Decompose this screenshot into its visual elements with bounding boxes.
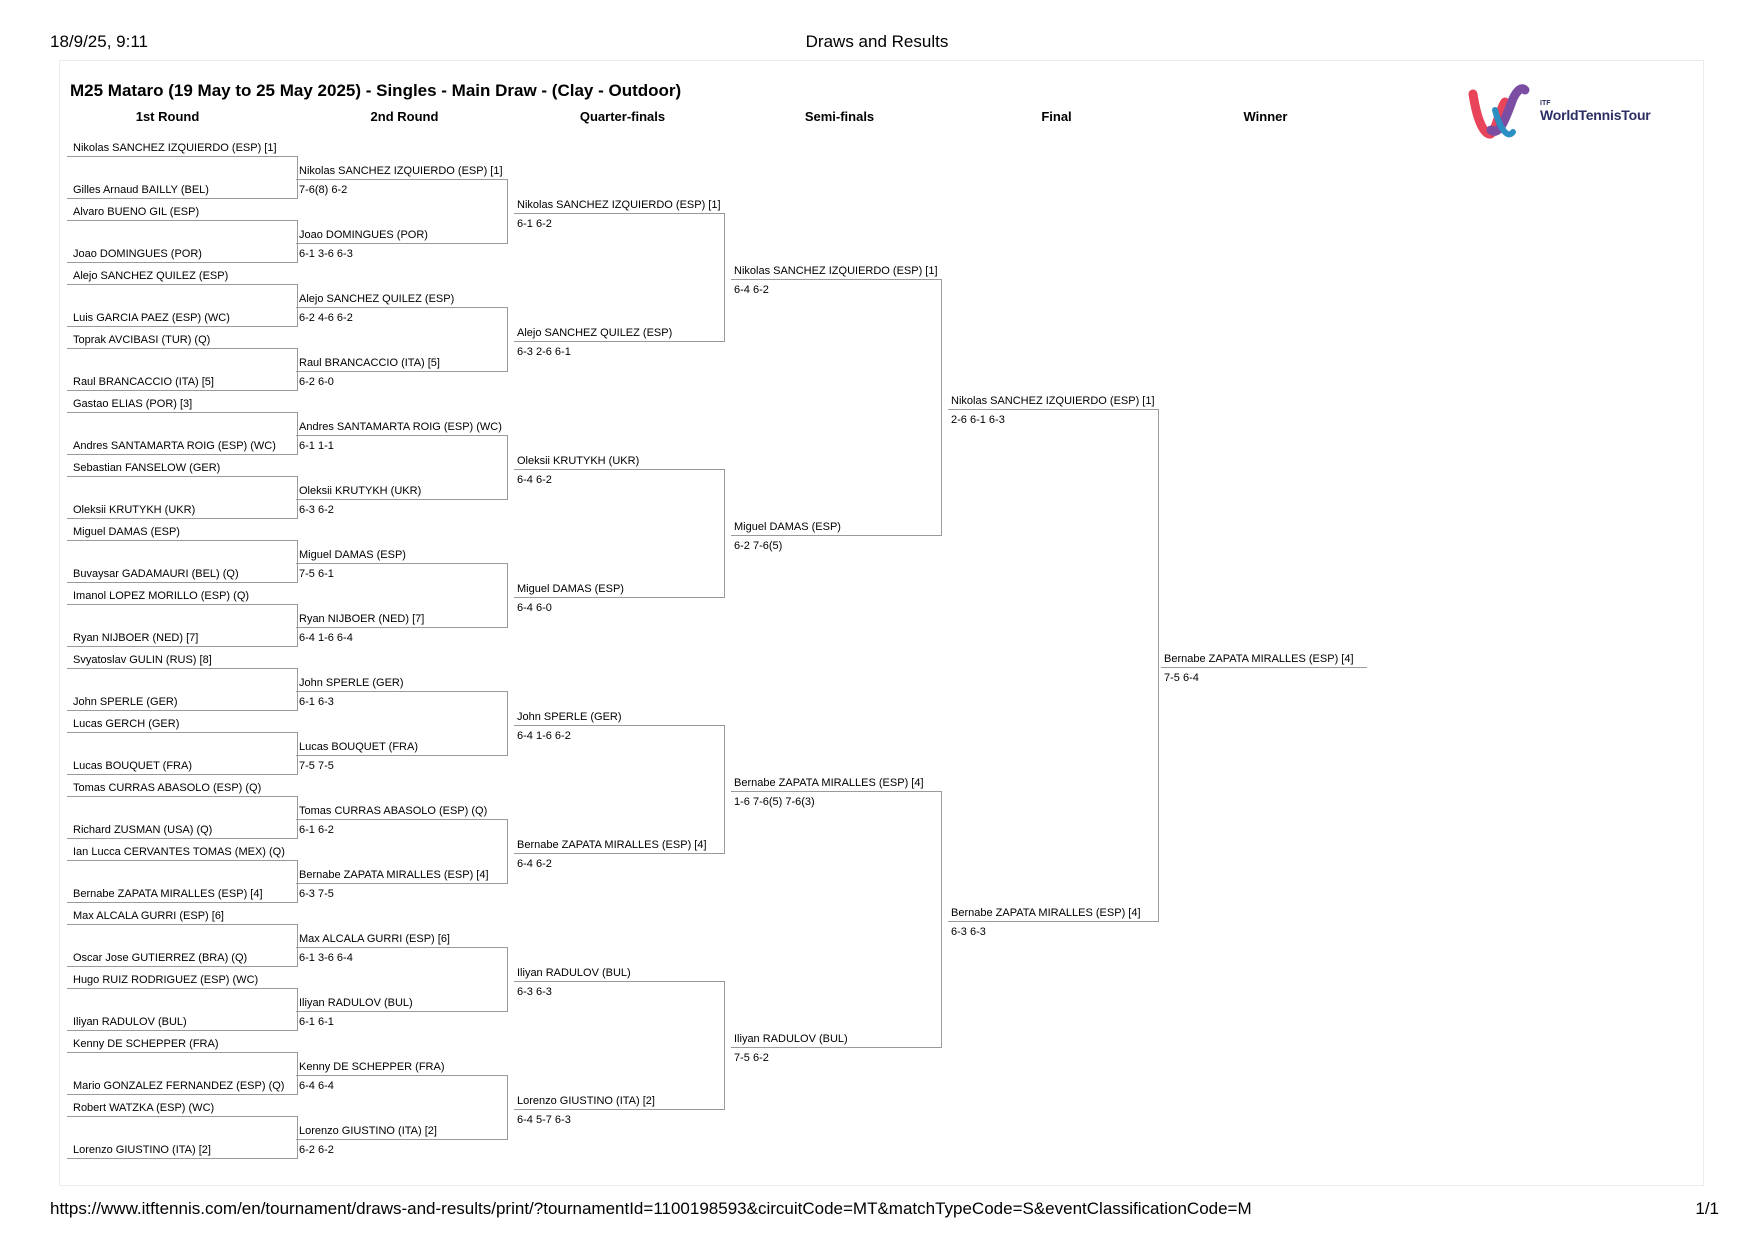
round1-line (67, 902, 297, 903)
round2-player: Andres SANTAMARTA ROIG (ESP) (WC) (299, 421, 502, 433)
round2-player: Raul BRANCACCIO (ITA) [5] (299, 357, 440, 369)
round2-player: Lucas BOUQUET (FRA) (299, 741, 418, 753)
round1-connector (297, 796, 298, 839)
winner-score: 7-5 6-4 (1164, 672, 1199, 684)
semifinals-line (731, 791, 941, 792)
round1-line (67, 540, 297, 541)
semifinals-score: 7-5 6-2 (734, 1052, 769, 1064)
round2-score: 6-1 1-1 (299, 440, 334, 452)
round1-line (67, 924, 297, 925)
round2-score: 6-3 7-5 (299, 888, 334, 900)
round1-player: Raul BRANCACCIO (ITA) [5] (73, 376, 214, 388)
round2-line (296, 563, 507, 564)
round2-player: Max ALCALA GURRI (ESP) [6] (299, 933, 450, 945)
quarterfinals-line (514, 469, 724, 470)
round1-line (67, 774, 297, 775)
print-page-number: 1/1 (1695, 1199, 1719, 1218)
round1-player: Kenny DE SCHEPPER (FRA) (73, 1038, 219, 1050)
round1-line (67, 1030, 297, 1031)
round2-score: 6-4 1-6 6-4 (299, 632, 353, 644)
round2-player: John SPERLE (GER) (299, 677, 404, 689)
round1-player: Miguel DAMAS (ESP) (73, 526, 180, 538)
round1-player: Oleksii KRUTYKH (UKR) (73, 504, 196, 516)
quarterfinals-line (514, 213, 724, 214)
quarterfinals-line (514, 725, 724, 726)
round1-line (67, 732, 297, 733)
round1-player: Gastao ELIAS (POR) [3] (73, 398, 193, 410)
round2-score: 7-5 7-5 (299, 760, 334, 772)
winner-player: Bernabe ZAPATA MIRALLES (ESP) [4] (1164, 653, 1354, 665)
quarterfinals-score: 6-4 6-0 (517, 602, 552, 614)
round-header-quarter-finals: Quarter-finals (579, 109, 666, 124)
round2-player: Lorenzo GIUSTINO (ITA) [2] (299, 1125, 437, 1137)
round1-line (67, 1116, 297, 1117)
round1-player: Joao DOMINGUES (POR) (73, 248, 202, 260)
round1-player: Bernabe ZAPATA MIRALLES (ESP) [4] (73, 888, 263, 900)
round1-player: Buvaysar GADAMAURI (BEL) (Q) (73, 568, 239, 580)
round2-score: 6-1 6-1 (299, 1016, 334, 1028)
round1-player: Lucas BOUQUET (FRA) (73, 760, 192, 772)
round1-line (67, 412, 297, 413)
quarterfinals-line (514, 1109, 724, 1110)
round2-line (296, 371, 507, 372)
round1-connector (297, 540, 298, 583)
round1-line (67, 326, 297, 327)
round1-line (67, 348, 297, 349)
round-header-final: Final (1041, 109, 1072, 124)
round2-line (296, 627, 507, 628)
round1-line (67, 838, 297, 839)
round2-connector (507, 435, 508, 500)
round1-player: Alvaro BUENO GIL (ESP) (73, 206, 200, 218)
quarterfinals-player: Miguel DAMAS (ESP) (517, 583, 624, 595)
round1-line (67, 454, 297, 455)
print-url: https://www.itftennis.com/en/tournament/draws-and-results/print/?tournamentId=1100198593&circuitCode=MT&matchTypeCode=S&eventClassificationCode=M (50, 1199, 1252, 1218)
round1-player: Sebastian FANSELOW (GER) (73, 462, 221, 474)
quarterfinals-player: Alejo SANCHEZ QUILEZ (ESP) (517, 327, 673, 339)
quarterfinals-connector (724, 725, 725, 854)
round1-line (67, 796, 297, 797)
round2-player: Kenny DE SCHEPPER (FRA) (299, 1061, 445, 1073)
round1-line (67, 156, 297, 157)
round1-line (67, 476, 297, 477)
round1-connector (297, 860, 298, 903)
round2-score: 6-1 6-3 (299, 696, 334, 708)
print-datetime: 18/9/25, 9:11 (50, 32, 148, 51)
round1-line (67, 604, 297, 605)
round2-player: Joao DOMINGUES (POR) (299, 229, 428, 241)
quarterfinals-player: John SPERLE (GER) (517, 711, 622, 723)
round1-connector (297, 988, 298, 1031)
round1-player: John SPERLE (GER) (73, 696, 178, 708)
round1-player: Iliyan RADULOV (BUL) (73, 1016, 187, 1028)
round1-connector (297, 732, 298, 775)
final-line (948, 409, 1158, 410)
round2-score: 6-3 6-2 (299, 504, 334, 516)
round1-line (67, 1158, 297, 1159)
quarterfinals-player: Oleksii KRUTYKH (UKR) (517, 455, 640, 467)
round1-line (67, 1094, 297, 1095)
round1-player: Andres SANTAMARTA ROIG (ESP) (WC) (73, 440, 276, 452)
semifinals-player: Nikolas SANCHEZ IZQUIERDO (ESP) [1] (734, 265, 938, 277)
round2-score: 6-1 3-6 6-3 (299, 248, 353, 260)
round1-player: Ian Lucca CERVANTES TOMAS (MEX) (Q) (73, 846, 285, 858)
semifinals-score: 6-4 6-2 (734, 284, 769, 296)
round1-line (67, 390, 297, 391)
round2-player: Miguel DAMAS (ESP) (299, 549, 406, 561)
round2-line (296, 307, 507, 308)
round2-line (296, 1139, 507, 1140)
round1-player: Max ALCALA GURRI (ESP) [6] (73, 910, 224, 922)
round1-line (67, 582, 297, 583)
final-score: 2-6 6-1 6-3 (951, 414, 1005, 426)
round2-connector (507, 307, 508, 372)
semifinals-score: 1-6 7-6(5) 7-6(3) (734, 796, 815, 808)
round2-connector (507, 947, 508, 1012)
round1-player: Nikolas SANCHEZ IZQUIERDO (ESP) [1] (73, 142, 277, 154)
round2-connector (507, 563, 508, 628)
round2-player: Alejo SANCHEZ QUILEZ (ESP) (299, 293, 455, 305)
round1-line (67, 262, 297, 263)
logo-itf-label: ITF (1540, 100, 1551, 107)
round2-line (296, 243, 507, 244)
quarterfinals-score: 6-4 1-6 6-2 (517, 730, 571, 742)
round1-connector (297, 1052, 298, 1095)
round2-connector (507, 179, 508, 244)
round1-line (67, 668, 297, 669)
quarterfinals-connector (724, 213, 725, 342)
round1-player: Gilles Arnaud BAILLY (BEL) (73, 184, 209, 196)
quarterfinals-line (514, 853, 724, 854)
round2-connector (507, 691, 508, 756)
round2-score: 7-6(8) 6-2 (299, 184, 348, 196)
quarterfinals-connector (724, 469, 725, 598)
semifinals-connector (941, 791, 942, 1048)
round2-score: 6-2 6-2 (299, 1144, 334, 1156)
round1-player: Lorenzo GIUSTINO (ITA) [2] (73, 1144, 211, 1156)
quarterfinals-line (514, 981, 724, 982)
round1-player: Imanol LOPEZ MORILLO (ESP) (Q) (73, 590, 250, 602)
semifinals-player: Iliyan RADULOV (BUL) (734, 1033, 848, 1045)
round2-line (296, 883, 507, 884)
round1-connector (297, 604, 298, 647)
round2-player: Iliyan RADULOV (BUL) (299, 997, 413, 1009)
quarterfinals-score: 6-4 5-7 6-3 (517, 1114, 571, 1126)
round2-line (296, 819, 507, 820)
round2-line (296, 691, 507, 692)
round1-connector (297, 1116, 298, 1159)
round1-line (67, 646, 297, 647)
round1-line (67, 988, 297, 989)
logo-wordmark: WorldTennisTour (1540, 107, 1651, 123)
round1-line (67, 710, 297, 711)
round2-score: 6-2 6-0 (299, 376, 334, 388)
winner-line (1161, 667, 1367, 668)
quarterfinals-player: Lorenzo GIUSTINO (ITA) [2] (517, 1095, 655, 1107)
round1-line (67, 966, 297, 967)
round1-connector (297, 284, 298, 327)
round2-player: Nikolas SANCHEZ IZQUIERDO (ESP) [1] (299, 165, 503, 177)
quarterfinals-line (514, 341, 724, 342)
quarterfinals-player: Bernabe ZAPATA MIRALLES (ESP) [4] (517, 839, 707, 851)
round1-player: Richard ZUSMAN (USA) (Q) (73, 824, 213, 836)
round1-player: Robert WATZKA (ESP) (WC) (73, 1102, 215, 1114)
round1-line (67, 284, 297, 285)
round2-player: Oleksii KRUTYKH (UKR) (299, 485, 422, 497)
round2-line (296, 755, 507, 756)
round2-score: 6-1 3-6 6-4 (299, 952, 353, 964)
round1-player: Hugo RUIZ RODRIGUEZ (ESP) (WC) (73, 974, 259, 986)
event-title: M25 Mataro (19 May to 25 May 2025) - Singles - Main Draw - (Clay - Outdoor) (70, 81, 682, 100)
print-page-title: Draws and Results (805, 32, 949, 51)
quarterfinals-score: 6-4 6-2 (517, 474, 552, 486)
final-line (948, 921, 1158, 922)
quarterfinals-connector (724, 981, 725, 1110)
quarterfinals-score: 6-3 2-6 6-1 (517, 346, 571, 358)
round2-score: 6-2 4-6 6-2 (299, 312, 353, 324)
round1-player: Lucas GERCH (GER) (73, 718, 180, 730)
round1-line (67, 1052, 297, 1053)
round1-player: Oscar Jose GUTIERREZ (BRA) (Q) (73, 952, 248, 964)
round1-line (67, 220, 297, 221)
round1-connector (297, 220, 298, 263)
round2-score: 6-1 6-2 (299, 824, 334, 836)
round-header-winner: Winner (1243, 109, 1288, 124)
quarterfinals-score: 6-1 6-2 (517, 218, 552, 230)
round-header-2nd-round: 2nd Round (370, 109, 439, 124)
quarterfinals-line (514, 597, 724, 598)
semifinals-line (731, 1047, 941, 1048)
round1-player: Tomas CURRAS ABASOLO (ESP) (Q) (73, 782, 262, 794)
round2-score: 6-4 6-4 (299, 1080, 334, 1092)
round2-player: Ryan NIJBOER (NED) [7] (299, 613, 425, 625)
final-player: Bernabe ZAPATA MIRALLES (ESP) [4] (951, 907, 1141, 919)
round1-connector (297, 924, 298, 967)
final-score: 6-3 6-3 (951, 926, 986, 938)
round2-line (296, 179, 507, 180)
round2-player: Tomas CURRAS ABASOLO (ESP) (Q) (299, 805, 488, 817)
round1-line (67, 860, 297, 861)
final-player: Nikolas SANCHEZ IZQUIERDO (ESP) [1] (951, 395, 1155, 407)
round2-line (296, 1075, 507, 1076)
round1-player: Alejo SANCHEZ QUILEZ (ESP) (73, 270, 229, 282)
round1-connector (297, 412, 298, 455)
quarterfinals-player: Nikolas SANCHEZ IZQUIERDO (ESP) [1] (517, 199, 721, 211)
semifinals-player: Bernabe ZAPATA MIRALLES (ESP) [4] (734, 777, 924, 789)
round-header-1st-round: 1st Round (135, 109, 200, 124)
quarterfinals-score: 6-3 6-3 (517, 986, 552, 998)
round2-connector (507, 819, 508, 884)
print-footer (0, 1197, 1754, 1221)
semifinals-line (731, 279, 941, 280)
round1-player: Mario GONZALEZ FERNANDEZ (ESP) (Q) (73, 1080, 285, 1092)
semifinals-player: Miguel DAMAS (ESP) (734, 521, 841, 533)
round1-line (67, 198, 297, 199)
round2-line (296, 435, 507, 436)
round1-connector (297, 348, 298, 391)
semifinals-score: 6-2 7-6(5) (734, 540, 783, 552)
round2-line (296, 947, 507, 948)
quarterfinals-score: 6-4 6-2 (517, 858, 552, 870)
round2-score: 7-5 6-1 (299, 568, 334, 580)
round1-line (67, 518, 297, 519)
semifinals-connector (941, 279, 942, 536)
semifinals-line (731, 535, 941, 536)
round1-player: Toprak AVCIBASI (TUR) (Q) (73, 334, 211, 346)
quarterfinals-player: Iliyan RADULOV (BUL) (517, 967, 631, 979)
round1-connector (297, 156, 298, 199)
round2-connector (507, 1075, 508, 1140)
round2-line (296, 499, 507, 500)
round-header-semi-finals: Semi-finals (804, 109, 875, 124)
round2-line (296, 1011, 507, 1012)
round1-connector (297, 668, 298, 711)
round1-player: Svyatoslav GULIN (RUS) [8] (73, 654, 212, 666)
round2-player: Bernabe ZAPATA MIRALLES (ESP) [4] (299, 869, 489, 881)
round1-player: Luis GARCIA PAEZ (ESP) (WC) (73, 312, 230, 324)
final-connector (1158, 409, 1159, 922)
round1-player: Ryan NIJBOER (NED) [7] (73, 632, 199, 644)
round1-connector (297, 476, 298, 519)
